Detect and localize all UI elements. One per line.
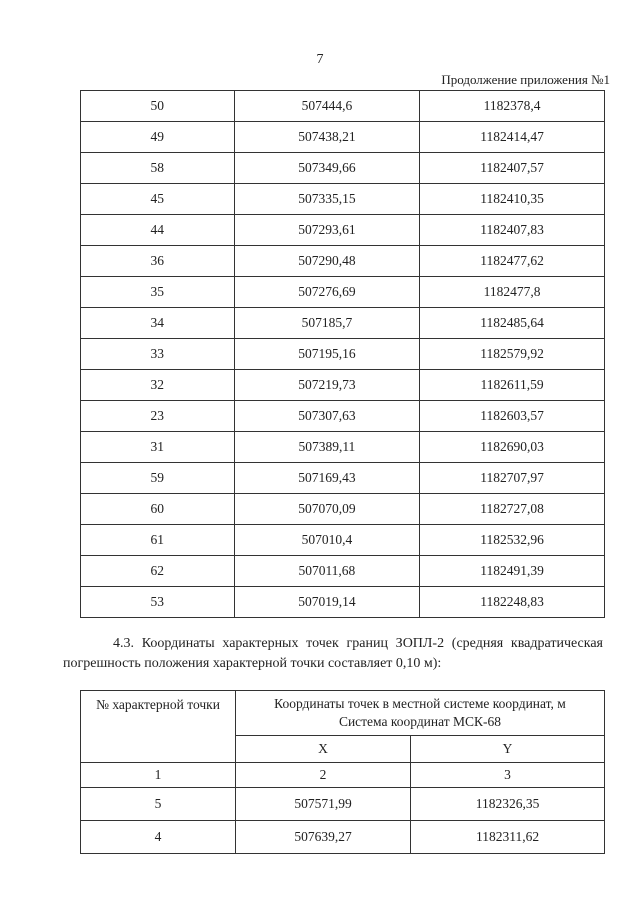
point-number: 62 bbox=[81, 556, 235, 587]
point-number: 45 bbox=[81, 184, 235, 215]
table-row bbox=[81, 494, 605, 525]
table-row bbox=[81, 788, 605, 821]
x-coordinate: 507639,27 bbox=[236, 821, 411, 854]
y-coordinate: 1182611,59 bbox=[420, 370, 605, 401]
column-number-3: 3 bbox=[411, 763, 605, 788]
point-number: 33 bbox=[81, 339, 235, 370]
section-paragraph bbox=[63, 634, 603, 674]
table-row bbox=[81, 215, 605, 246]
y-coordinate: 1182326,35 bbox=[411, 788, 605, 821]
point-number: 60 bbox=[81, 494, 235, 525]
point-number: 59 bbox=[81, 463, 235, 494]
x-coordinate: 507389,11 bbox=[234, 432, 420, 463]
table-row bbox=[81, 370, 605, 401]
table-row bbox=[81, 463, 605, 494]
point-number: 23 bbox=[81, 401, 235, 432]
x-coordinate: 507438,21 bbox=[234, 122, 420, 153]
y-coordinate: 1182690,03 bbox=[420, 432, 605, 463]
x-coordinate: 507307,63 bbox=[234, 401, 420, 432]
header-y: Y bbox=[411, 736, 605, 763]
table-row bbox=[81, 821, 605, 854]
point-number: 36 bbox=[81, 246, 235, 277]
y-coordinate: 1182491,39 bbox=[420, 556, 605, 587]
x-coordinate: 507219,73 bbox=[234, 370, 420, 401]
header-coordinates-line1: Координаты точек в местной системе координат, м bbox=[274, 696, 566, 711]
y-coordinate: 1182410,35 bbox=[420, 184, 605, 215]
y-coordinate: 1182727,08 bbox=[420, 494, 605, 525]
y-coordinate: 1182378,4 bbox=[420, 91, 605, 122]
header-x: X bbox=[236, 736, 411, 763]
table-row bbox=[81, 277, 605, 308]
table-row bbox=[81, 308, 605, 339]
table-row bbox=[81, 339, 605, 370]
x-coordinate: 507070,09 bbox=[234, 494, 420, 525]
x-coordinate: 507571,99 bbox=[236, 788, 411, 821]
point-number: 49 bbox=[81, 122, 235, 153]
appendix-continuation-note: Продолжение приложения №1 bbox=[441, 72, 610, 87]
header-point-number: № характерной точки bbox=[81, 691, 236, 763]
y-coordinate: 1182414,47 bbox=[420, 122, 605, 153]
x-coordinate: 507276,69 bbox=[234, 277, 420, 308]
table-row bbox=[81, 184, 605, 215]
y-coordinate: 1182532,96 bbox=[420, 525, 605, 556]
point-number: 44 bbox=[81, 215, 235, 246]
column-number-1: 1 bbox=[81, 763, 236, 788]
y-coordinate: 1182477,62 bbox=[420, 246, 605, 277]
page-number: 7 bbox=[316, 52, 324, 67]
table-row bbox=[81, 401, 605, 432]
point-number: 5 bbox=[81, 788, 236, 821]
header-coordinates-line2: Система координат МСК-68 bbox=[338, 714, 502, 729]
y-coordinate: 1182603,57 bbox=[420, 401, 605, 432]
table-row bbox=[81, 91, 605, 122]
y-coordinate: 1182407,83 bbox=[420, 215, 605, 246]
point-number: 4 bbox=[81, 821, 236, 854]
point-number: 50 bbox=[81, 91, 235, 122]
table-row bbox=[81, 587, 605, 618]
y-coordinate: 1182707,97 bbox=[420, 463, 605, 494]
x-coordinate: 507293,61 bbox=[234, 215, 420, 246]
point-number: 32 bbox=[81, 370, 235, 401]
table-row bbox=[81, 246, 605, 277]
point-number: 53 bbox=[81, 587, 235, 618]
coordinates-table-zopl-2 bbox=[80, 690, 605, 854]
point-number: 58 bbox=[81, 153, 235, 184]
y-coordinate: 1182477,8 bbox=[420, 277, 605, 308]
x-coordinate: 507195,16 bbox=[234, 339, 420, 370]
table-row bbox=[81, 122, 605, 153]
coordinates-table-continued bbox=[80, 90, 605, 618]
point-number: 61 bbox=[81, 525, 235, 556]
x-coordinate: 507019,14 bbox=[234, 587, 420, 618]
point-number: 34 bbox=[81, 308, 235, 339]
column-number-2: 2 bbox=[236, 763, 411, 788]
y-coordinate: 1182311,62 bbox=[411, 821, 605, 854]
y-coordinate: 1182407,57 bbox=[420, 153, 605, 184]
header-coordinates bbox=[236, 691, 605, 736]
section-number: 4.3. bbox=[113, 636, 134, 651]
table-row bbox=[81, 432, 605, 463]
x-coordinate: 507444,6 bbox=[234, 91, 420, 122]
x-coordinate: 507290,48 bbox=[234, 246, 420, 277]
y-coordinate: 1182485,64 bbox=[420, 308, 605, 339]
table-row bbox=[81, 525, 605, 556]
x-coordinate: 507335,15 bbox=[234, 184, 420, 215]
y-coordinate: 1182579,92 bbox=[420, 339, 605, 370]
point-number: 31 bbox=[81, 432, 235, 463]
table-row bbox=[81, 556, 605, 587]
y-coordinate: 1182248,83 bbox=[420, 587, 605, 618]
x-coordinate: 507185,7 bbox=[234, 308, 420, 339]
x-coordinate: 507010,4 bbox=[234, 525, 420, 556]
section-text: Координаты характерных точек границ ЗОПЛ-2 (средняя квадратическая погрешность положения характерной точки составляет 0,10 м): bbox=[63, 636, 603, 671]
x-coordinate: 507011,68 bbox=[234, 556, 420, 587]
table-row bbox=[81, 153, 605, 184]
x-coordinate: 507169,43 bbox=[234, 463, 420, 494]
point-number: 35 bbox=[81, 277, 235, 308]
x-coordinate: 507349,66 bbox=[234, 153, 420, 184]
